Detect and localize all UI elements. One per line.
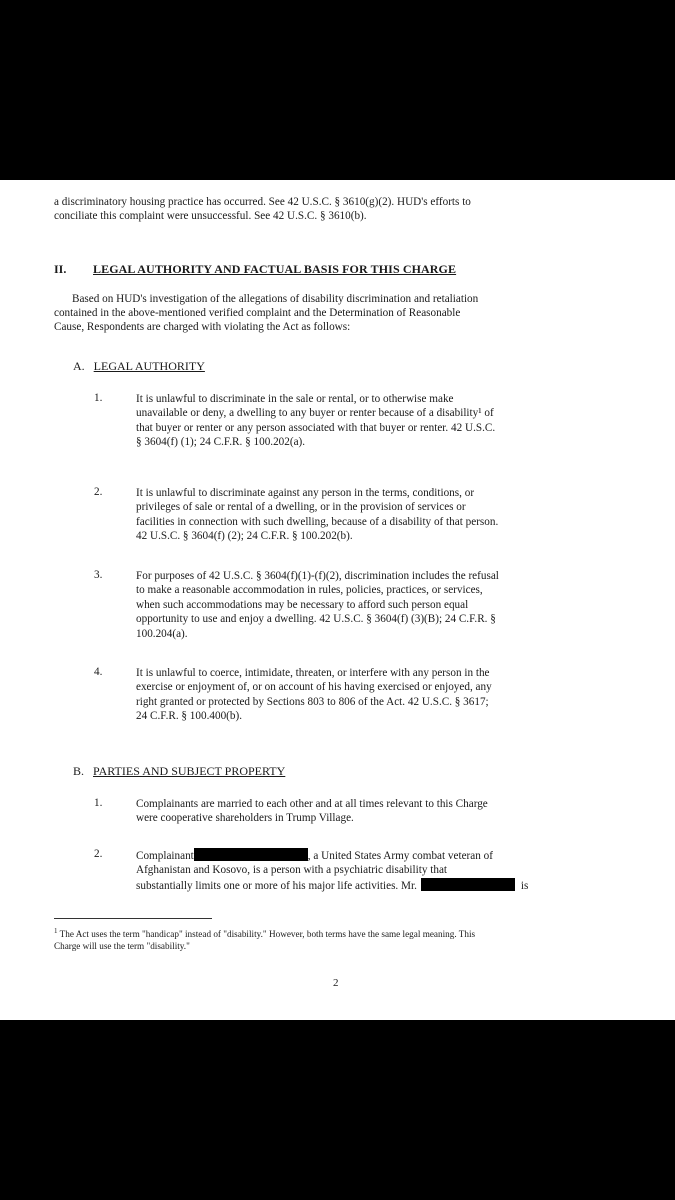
section-numeral: II. <box>54 262 67 276</box>
item-line: opportunity to use and enjoy a dwelling. 42 U.S.C. § 3604(f) (3)(B); 24 C.F.R. § <box>136 613 496 626</box>
footnote-separator <box>54 918 212 919</box>
item-line: that buyer or renter or any person associated with that buyer or renter. 42 U.S.C. <box>136 421 496 434</box>
footnote-line: Charge will use the term "disability." <box>54 941 190 952</box>
section-paragraph-line: Cause, Respondents are charged with violating the Act as follows: <box>54 321 351 334</box>
legal-authority-item-1 <box>136 392 588 450</box>
item-text: is <box>520 879 529 892</box>
item-line: 42 U.S.C. § 3604(f) (2); 24 C.F.R. § 100.202(b). <box>136 530 353 543</box>
item-number: 2. <box>94 848 103 860</box>
section-paragraph-line: Based on HUD's investigation of the allegations of disability discrimination and retaliation <box>72 293 479 305</box>
item-line: were cooperative shareholders in Trump Village. <box>136 812 354 825</box>
subsection-a-heading <box>73 359 205 374</box>
item-number: 3. <box>94 569 103 581</box>
footnote <box>54 925 614 952</box>
item-number: 2. <box>94 486 103 498</box>
complainant-label: Complainant <box>136 850 194 862</box>
item-text: , a United States Army combat veteran of <box>307 850 493 862</box>
item-line: facilities in connection with such dwelling, because of a disability of that person. <box>136 515 499 528</box>
parties-item-1 <box>136 797 588 826</box>
subsection-b-letter: B. <box>73 764 85 778</box>
intro-line: conciliate this complaint were unsuccessful. See 42 U.S.C. § 3610(b). <box>54 210 367 223</box>
item-line <box>136 878 588 893</box>
item-line: § 3604(f) (1); 24 C.F.R. § 100.202(a). <box>136 436 306 449</box>
item-line <box>136 848 588 863</box>
item-line: For purposes of 42 U.S.C. § 3604(f)(1)-(f)(2), discrimination includes the refusal <box>136 570 499 582</box>
legal-authority-item-4 <box>136 666 588 724</box>
section-paragraph <box>54 292 624 335</box>
subsection-b-title: PARTIES AND SUBJECT PROPERTY <box>93 764 286 778</box>
item-line: unavailable or deny, a dwelling to any buyer or renter because of a disability¹ of <box>136 407 494 420</box>
section-title: LEGAL AUTHORITY AND FACTUAL BASIS FOR THIS CHARGE <box>93 262 457 276</box>
footnote-line <box>54 925 614 940</box>
item-number: 1. <box>94 392 103 404</box>
item-line: It is unlawful to discriminate against any person in the terms, conditions, or <box>136 487 475 499</box>
intro-line: a discriminatory housing practice has occurred. See 42 U.S.C. § 3610(g)(2). HUD's efforts to <box>54 196 471 208</box>
parties-item-2 <box>136 848 588 893</box>
page-number: 2 <box>333 977 339 989</box>
subsection-a-letter: A. <box>73 359 85 373</box>
item-line: 100.204(a). <box>136 627 188 640</box>
legal-authority-item-3 <box>136 569 588 641</box>
item-line: It is unlawful to discriminate in the sale or rental, or to otherwise make <box>136 393 454 405</box>
redaction-bar <box>421 878 515 891</box>
footnote-text: The Act uses the term "handicap" instead of "disability." However, both terms have the same legal meaning. This <box>59 929 476 940</box>
item-number: 1. <box>94 797 103 809</box>
item-text: substantially limits one or more of his major life activities. Mr. <box>136 879 417 892</box>
item-line: exercise or enjoyment of, or on account of his having exercised or enjoyed, any <box>136 681 492 694</box>
item-line: Afghanistan and Kosovo, is a person with a psychiatric disability that <box>136 864 448 877</box>
item-line: 24 C.F.R. § 100.400(b). <box>136 710 243 723</box>
item-line: right granted or protected by Sections 803 to 806 of the Act. 42 U.S.C. § 3617; <box>136 695 489 708</box>
intro-paragraph <box>54 195 624 223</box>
item-line: when such accommodations may be necessary to afford such person equal <box>136 598 469 611</box>
item-number: 4. <box>94 666 103 678</box>
legal-authority-item-2 <box>136 486 588 544</box>
subsection-a-title: LEGAL AUTHORITY <box>93 359 205 373</box>
section-paragraph-line: contained in the above-mentioned verified complaint and the Determination of Reasonable <box>54 307 461 320</box>
item-line: Complainants are married to each other and at all times relevant to this Charge <box>136 798 488 810</box>
redaction-bar <box>194 848 308 861</box>
footnote-marker: 1 <box>54 927 58 935</box>
document-page <box>0 180 675 1020</box>
item-line: privileges of sale or rental of a dwelling, or in the provision of services or <box>136 501 466 514</box>
item-line: It is unlawful to coerce, intimidate, threaten, or interfere with any person in the <box>136 667 490 679</box>
subsection-b-heading <box>73 764 285 779</box>
item-line: to make a reasonable accommodation in rules, policies, practices, or services, <box>136 584 483 597</box>
